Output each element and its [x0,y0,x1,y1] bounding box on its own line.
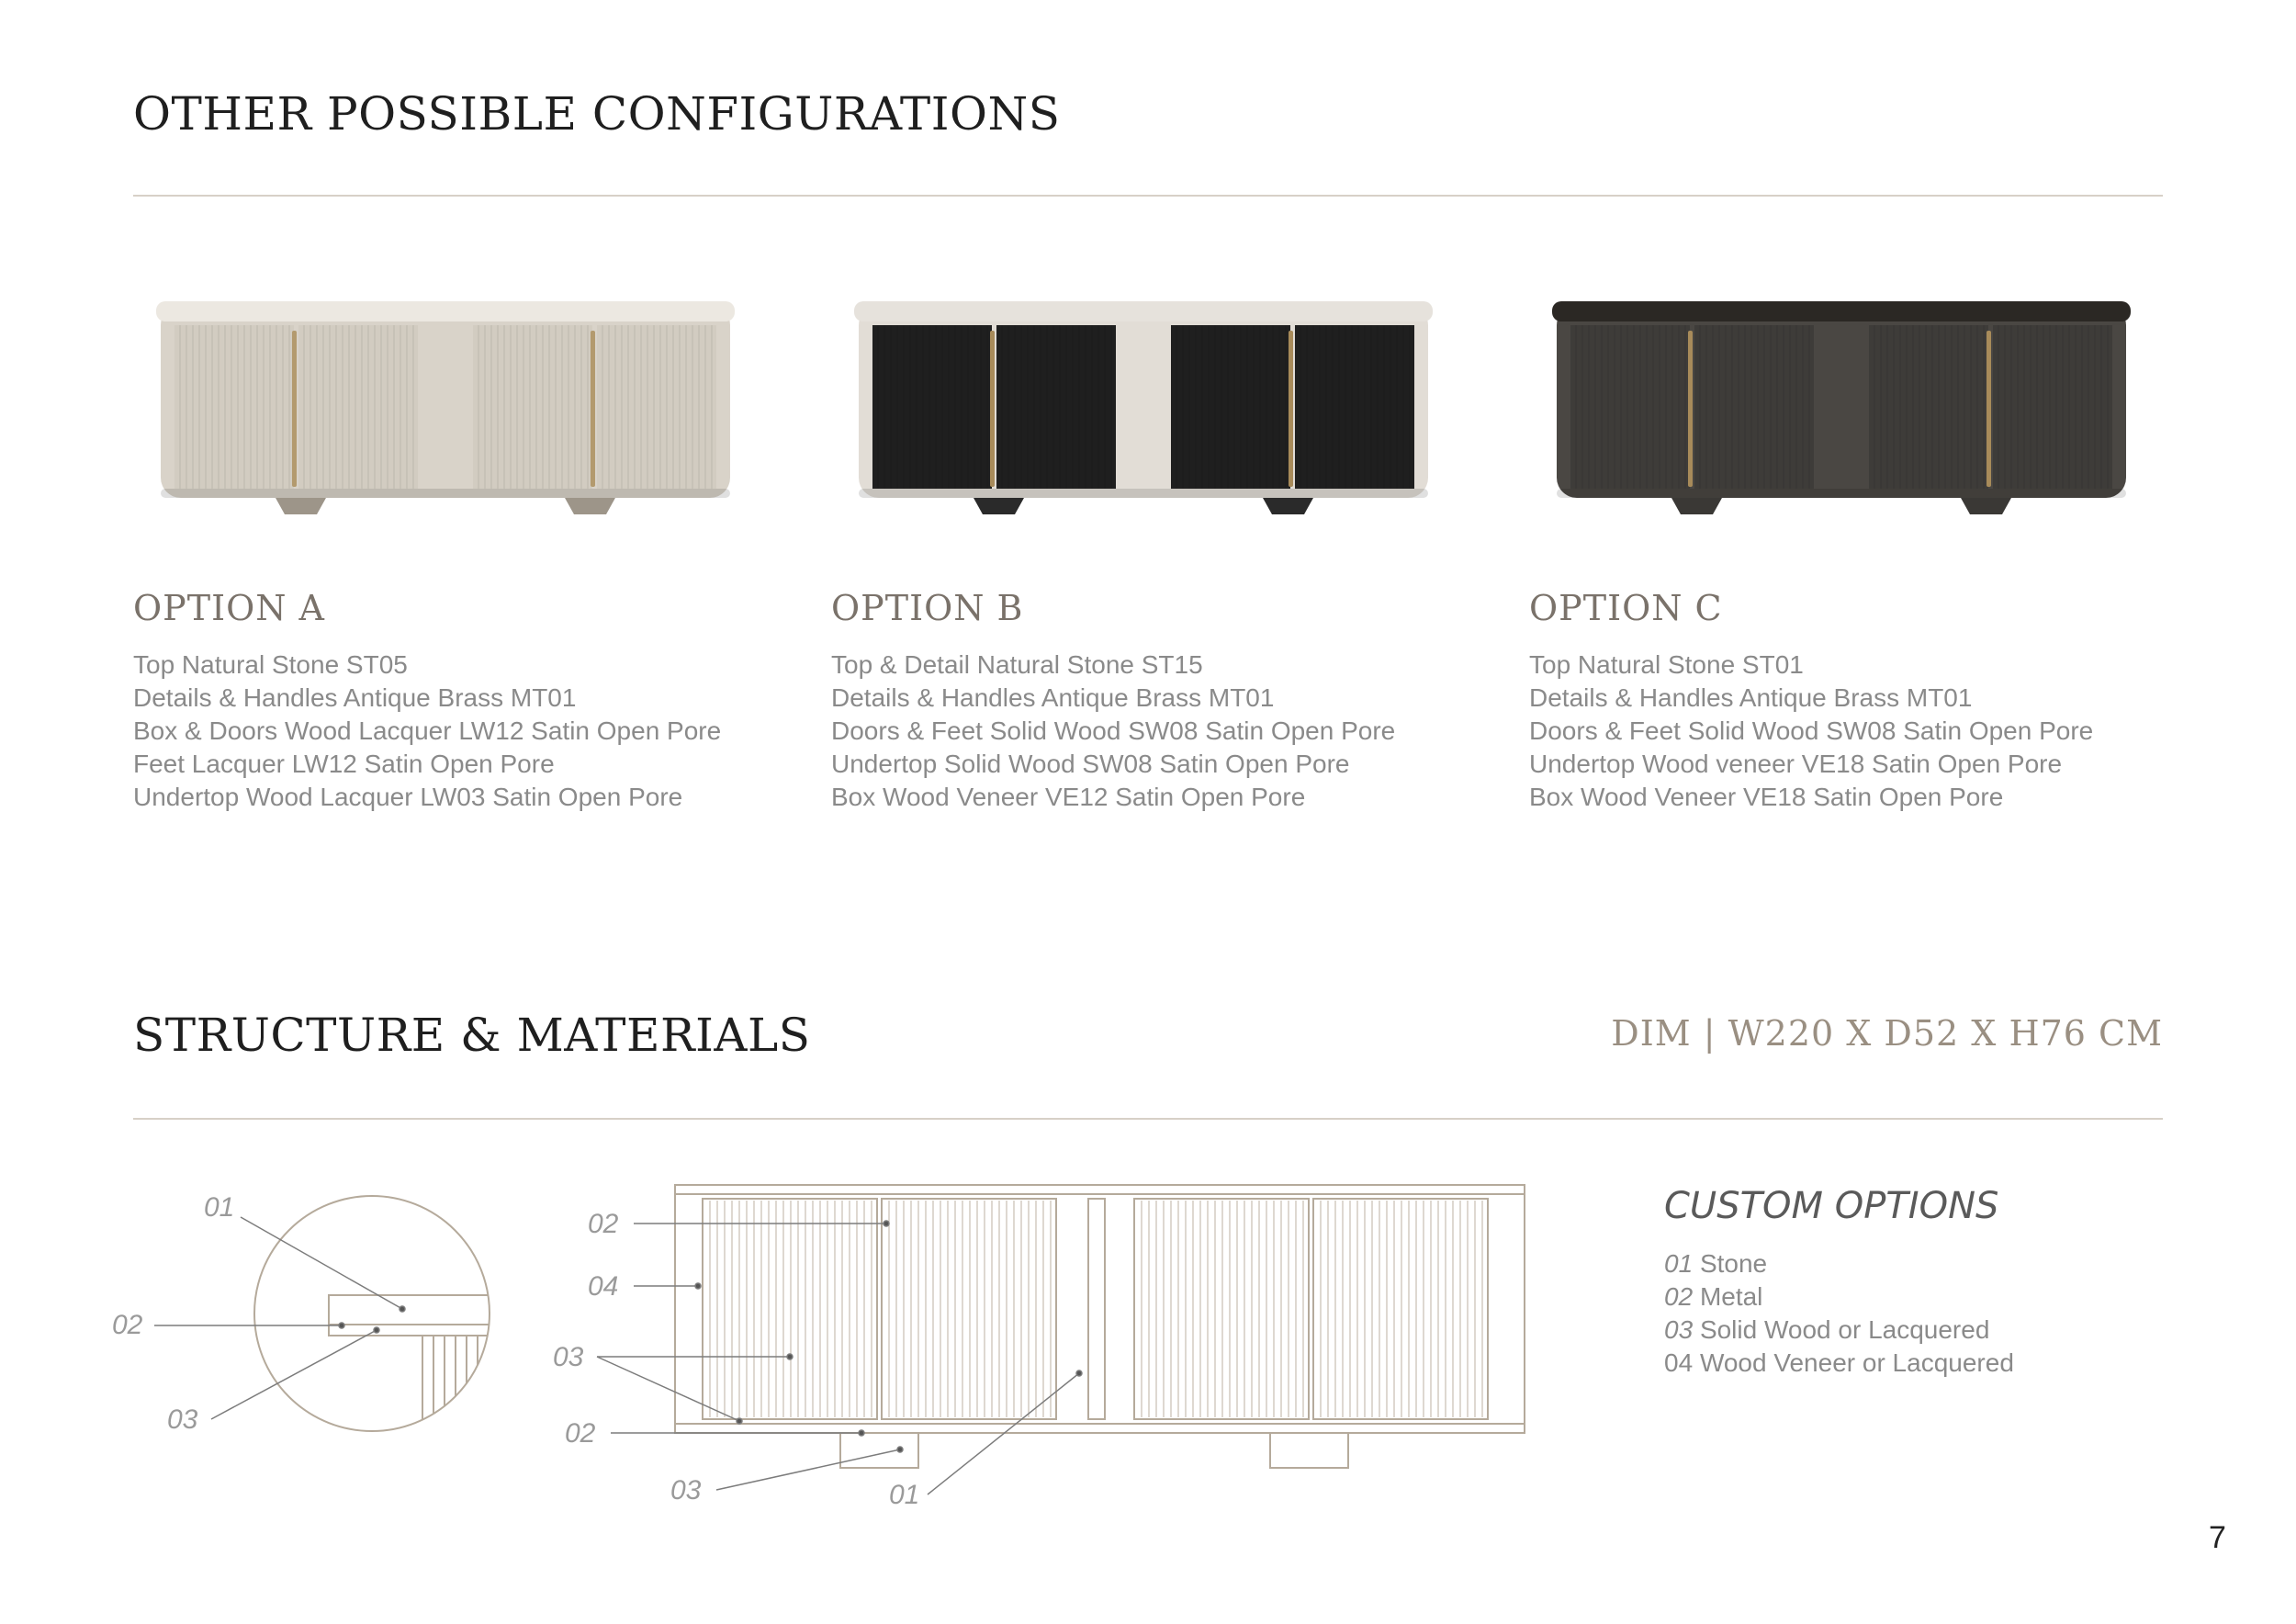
cabinet-foot [974,498,1024,514]
spec-line: Undertop Wood Lacquer LW03 Satin Open Pore [133,783,683,811]
spec-line: Doors & Feet Solid Wood SW08 Satin Open Pore [831,716,1396,745]
custom-option-code: 02 [1664,1282,1694,1311]
option-c-title: OPTION C [1529,588,1723,628]
cabinet-foot [1671,498,1722,514]
detail-label-01: 01 [204,1192,235,1223]
custom-option-label: Metal [1699,1282,1763,1311]
cabinet-foot [276,498,326,514]
option-b-title: OPTION B [831,588,1024,628]
spec-line: Box Wood Veneer VE18 Satin Open Pore [1529,783,2004,811]
custom-option-label: Wood Veneer or Lacquered [1699,1348,2014,1377]
elevation-label-02-feet: 02 [565,1418,596,1449]
cabinet-plinth [1557,489,2126,498]
custom-option-item [1664,1347,2014,1380]
elevation-label-02: 02 [588,1209,619,1239]
cabinet-top [1552,301,2131,321]
option-b [831,588,1395,814]
spec-line: Top Natural Stone ST01 [1529,650,1804,679]
spec-line: Details & Handles Antique Brass MT01 [133,683,577,712]
custom-options [1664,1185,2014,1380]
elevation-label-04: 04 [588,1271,619,1302]
cabinet-foot [1961,498,2011,514]
detail-label-02: 02 [112,1310,143,1340]
option-a [133,588,721,814]
cabinet-handle [990,331,995,487]
custom-option-item [1664,1314,2014,1347]
structure-title: STRUCTURE & MATERIALS [133,1009,811,1062]
elevation-label-03-feet: 03 [670,1475,702,1506]
cabinet-top [156,301,735,321]
spec-line: Undertop Solid Wood SW08 Satin Open Pore [831,750,1350,778]
custom-options-title: CUSTOM OPTIONS [1664,1185,1999,1227]
configurations-title: OTHER POSSIBLE CONFIGURATIONS [133,87,1061,141]
spec-line: Box Wood Veneer VE12 Satin Open Pore [831,783,1306,811]
bottom-divider [133,1118,2163,1120]
elevation-label-03: 03 [553,1342,584,1372]
custom-option-label: Solid Wood or Lacquered [1699,1315,1990,1344]
detail-drawing [92,1176,514,1479]
cabinet-top [854,301,1433,321]
option-a-specs [133,648,721,814]
cabinet-handle [1289,331,1293,487]
detail-label-03: 03 [167,1404,198,1435]
dimensions: DIM | W220 X D52 X H76 CM [1611,1013,2163,1054]
cabinet-handle [292,331,297,487]
elevation-label-01: 01 [889,1480,920,1510]
spec-line: Details & Handles Antique Brass MT01 [831,683,1275,712]
elevation-ribs [710,1201,1482,1417]
option-a-title: OPTION A [133,588,326,628]
option-b-specs [831,648,1395,814]
detail-leaders [154,1217,405,1419]
spec-line: Top Natural Stone ST05 [133,650,408,679]
spec-line: Doors & Feet Solid Wood SW08 Satin Open Pore [1529,716,2094,745]
spec-line: Details & Handles Antique Brass MT01 [1529,683,1973,712]
front-elevation-drawing [542,1167,1534,1534]
option-a-image [156,294,735,524]
cabinet-foot [1263,498,1313,514]
cabinet-foot [565,498,615,514]
cabinet-handle [1986,331,1991,487]
custom-option-label: Stone [1699,1249,1768,1278]
spec-line: Feet Lacquer LW12 Satin Open Pore [133,750,555,778]
option-c [1529,588,2093,814]
cabinet-handle [591,331,595,487]
custom-option-code: 01 [1664,1249,1694,1278]
spec-line: Top & Detail Natural Stone ST15 [831,650,1203,679]
cabinet-plinth [859,489,1428,498]
spec-line: Undertop Wood veneer VE18 Satin Open Pore [1529,750,2063,778]
option-b-image [854,294,1433,524]
option-c-specs [1529,648,2093,814]
page-number: 7 [2209,1520,2226,1555]
top-divider [133,195,2163,197]
detail-circle [254,1196,490,1431]
spec-line: Box & Doors Wood Lacquer LW12 Satin Open Pore [133,716,722,745]
custom-option-item [1664,1280,2014,1314]
custom-option-item [1664,1247,2014,1280]
cabinet-handle [1688,331,1693,487]
elevation-outline [675,1185,1525,1468]
option-c-image [1552,294,2131,524]
custom-options-list [1664,1247,2014,1380]
cabinet-plinth [161,489,730,498]
custom-option-code: 03 [1664,1315,1694,1344]
custom-option-code: 04 [1664,1348,1694,1377]
